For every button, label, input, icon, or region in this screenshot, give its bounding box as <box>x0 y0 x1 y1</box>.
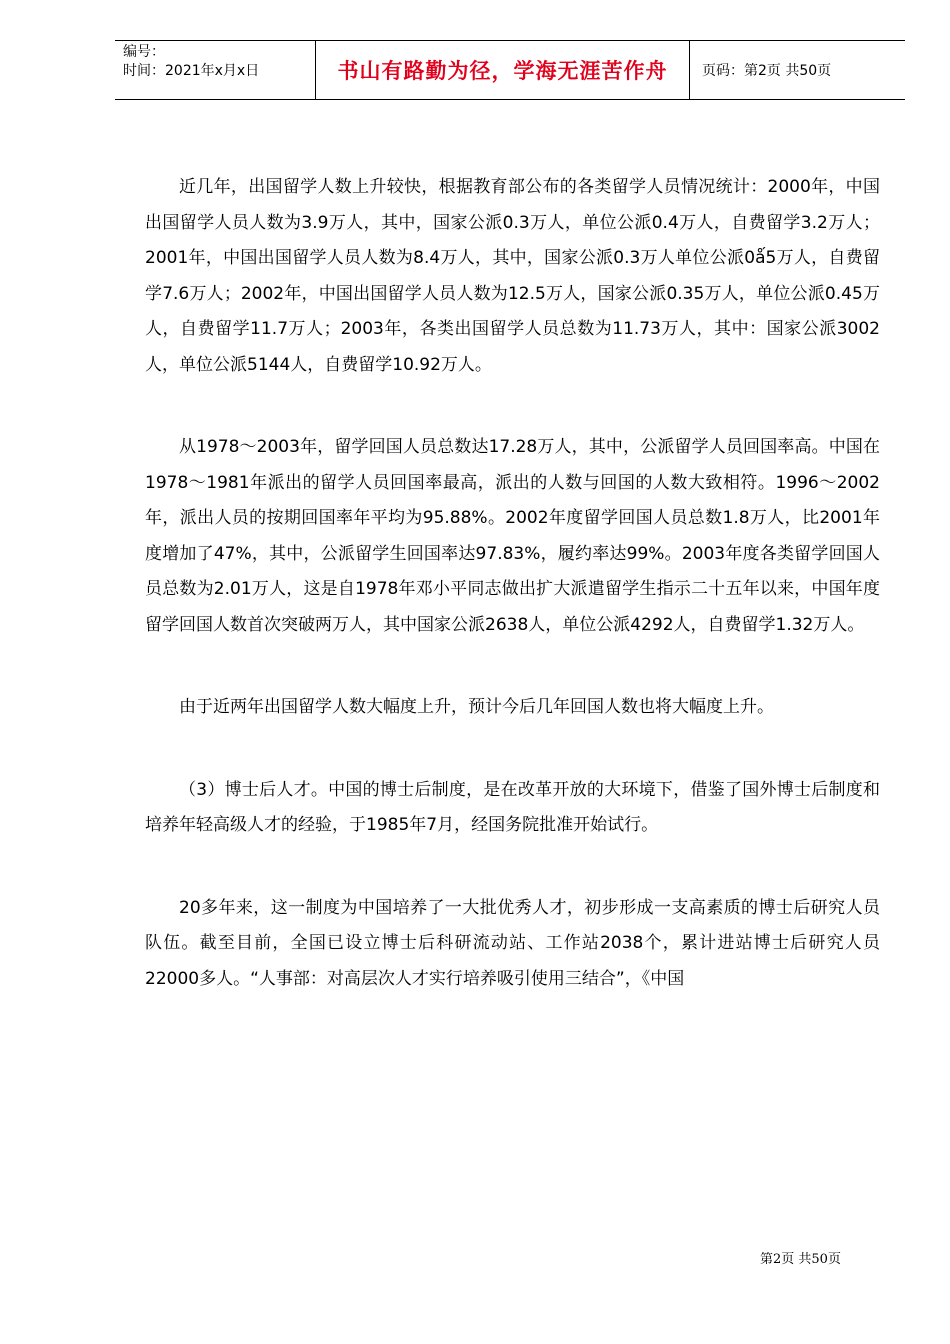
header-motto: 书山有路勤为径，学海无涯苦作舟 <box>315 41 690 99</box>
document-number-label: 编号： <box>123 44 165 60</box>
header-page-number: 页码：第2页 共50页 <box>702 63 832 79</box>
header-meta <box>115 41 315 99</box>
body-paragraph: （3）博士后人才。中国的博士后制度，是在改革开放的大环境下，借鉴了国外博士后制度和培养年轻高级人才的经验，于1985年7月，经国务院批准开始试行。 <box>145 779 880 835</box>
body-paragraph: 20多年来，这一制度为中国培养了一大批优秀人才，初步形成一支高素质的博士后研究人员队伍。截至目前，全国已设立博士后科研流动站、工作站2038个，累计进站博士后研究人员22000多人。“人事部：对高层次人才实行培养吸引使用三结合”，《中国 <box>145 897 880 989</box>
document-body <box>145 170 880 1044</box>
page-header <box>115 40 905 100</box>
body-paragraph: 由于近两年出国留学人数大幅度上升，预计今后几年回国人数也将大幅度上升。 <box>179 697 774 717</box>
body-paragraph: 近几年，出国留学人数上升较快，根据教育部公布的各类留学人员情况统计：2000年，中国出国留学人员人数为3.9万人，其中，国家公派0.3万人，单位公派0.4万人，自费留学3.2万人；2001年，中国出国留学人员人数为8.4万人，其中，国家公派0.3万人单位公派0ǻ5万人，自费留学7.6万人；2002年，中国出国留学人员人数为12.5万人，国家公派0.35万人，单位公派0.45万人，自费留学11.7万人；2003年，各类出国留学人员总数为11.73万人，其中：国家公派3002人，单位公派5144人，自费留学10.92万人。 <box>145 177 880 375</box>
page-footer-number: 第2页 共50页 <box>760 1252 841 1267</box>
document-time-label: 时间：2021年x月x日 <box>123 63 260 79</box>
body-paragraph: 从1978～2003年，留学回国人员总数达17.28万人，其中，公派留学人员回国率高。中国在1978～1981年派出的留学人员回国率最高，派出的人数与回国的人数大致相符。1996～2002年，派出人员的按期回国率年平均为95.88%。2002年度留学回国人员总数1.8万人，比2001年度增加了47%，其中，公派留学生回国率达97.83%，履约率达99%。2003年度各类留学回国人员总数为2.01万人，这是自1978年邓小平同志做出扩大派遣留学生指示二十五年以来，中国年度留学回国人数首次突破两万人，其中国家公派2638人，单位公派4292人，自费留学1.32万人。 <box>145 437 880 635</box>
